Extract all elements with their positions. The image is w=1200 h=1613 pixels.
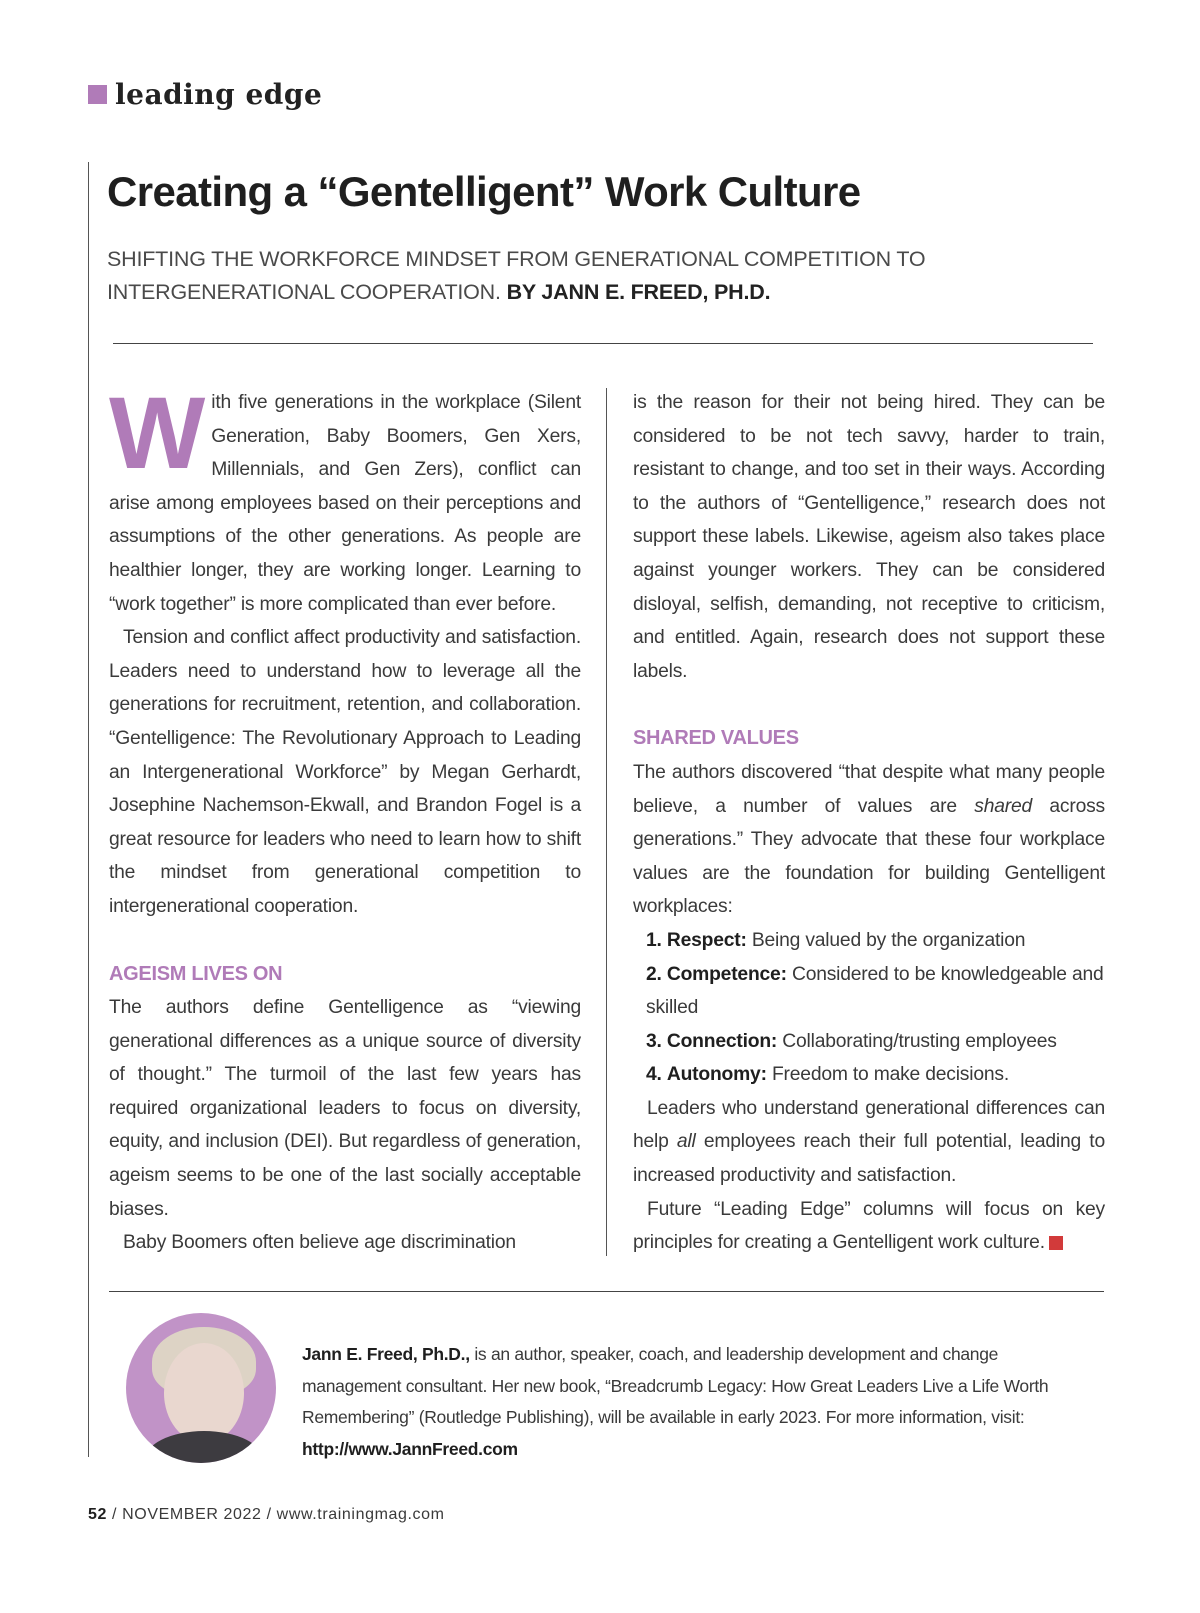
paragraph-1-text: ith five generations in the workplace (Silent Generation, Baby Boomers, Gen Xers, Millennials, and Gen Zers), conflict can arise among employees based on their perceptions and assumptions of the other generations. As people are healthier longer, they are working longer. Learning to “work together” is more complicated than ever before. (109, 392, 581, 615)
paragraph-7 (633, 1193, 1105, 1260)
paragraph-4-start: Baby Boomers often believe age discrimination (123, 1232, 516, 1254)
end-mark-icon (1049, 1236, 1063, 1250)
page-number: 52 (88, 1506, 107, 1523)
paragraph-5-after: across generations.” They advocate that these four workplace values are the foundation for building Gentelligent workplaces: (633, 795, 1105, 918)
article-title: Creating a “Gentelligent” Work Culture (107, 168, 861, 215)
values-list (633, 924, 1105, 1092)
subhead-ageism: AGEISM LIVES ON (109, 962, 283, 985)
paragraph-5-before: The authors discovered “that despite what many people believe, a number of values are (633, 761, 1105, 817)
author-photo (126, 1313, 276, 1463)
paragraph-2: Tension and conflict affect productivity and satisfaction. Leaders need to understand how to leverage all the generations for recruitment, retention, and collaboration. “Gentelligence: The Revolutionary Approach to Leading an Intergenerational Workforce” by Megan Gerhardt, Josephine Nachemson-Ekwall, and Brandon Fogel is a great resource for leaders who need to learn how to shift the mindset from generational competition to intergenerational cooperation. (109, 627, 581, 917)
issue-info: / NOVEMBER 2022 / www.trainingmag.com (112, 1506, 445, 1523)
value-number: 3. (646, 1030, 662, 1052)
value-number: 1. (646, 929, 662, 951)
paragraph-5-emphasis: shared (974, 795, 1033, 817)
author-face (164, 1343, 244, 1443)
paragraph-3: The authors define Gentelligence as “viewing generational differences as a unique source of diversity of thought.” The turmoil of the last few years has required organizational leaders to focus on diversity, equity, and inclusion (DEI). But regardless of generation, ageism seems to be one of the last socially acceptable biases. (109, 997, 581, 1220)
paragraph-6 (633, 1092, 1105, 1193)
subhead-shared-values: SHARED VALUES (633, 727, 799, 750)
section-tag (88, 78, 322, 111)
author-bio (302, 1339, 1092, 1465)
bio-name: Jann E. Freed, Ph.D., (302, 1344, 470, 1364)
author-shoulders (144, 1431, 264, 1463)
value-description: Collaborating/trusting employees (782, 1030, 1057, 1052)
bio-link[interactable]: http://www.JannFreed.com (302, 1438, 518, 1459)
values-list-item (646, 1058, 1105, 1092)
paragraph-6-before: Leaders who understand generational differences can help (633, 1097, 1105, 1153)
value-description: Freedom to make decisions. (771, 1064, 1009, 1086)
bio-text: is an author, speaker, coach, and leadership development and change management consultant. Her new book, “Breadcrumb Legacy: How Great Leaders Live a Life Worth Remembering” (Routledge Publishing), will be available in early 2023. For more information, visit: (302, 1344, 1049, 1427)
column-divider (606, 388, 607, 1256)
paragraph-1 (109, 376, 581, 621)
value-term: Connection: (666, 1030, 778, 1052)
left-rule (88, 162, 89, 1457)
value-term: Respect: (666, 929, 747, 951)
value-term: Competence: (666, 963, 787, 985)
values-list-item (646, 1025, 1105, 1059)
dek-text: SHIFTING THE WORKFORCE MINDSET FROM GENERATIONAL COMPETITION TO INTERGENERATIONAL COOPERATION. (107, 247, 926, 304)
section-square-icon (88, 85, 107, 104)
value-term: Autonomy: (666, 1064, 767, 1086)
section-label: leading edge (115, 78, 323, 111)
value-number: 4. (646, 1064, 662, 1086)
value-description: Considered to be knowledgeable and skilled (646, 963, 1104, 1019)
article-dek (107, 243, 1007, 309)
paragraph-5 (633, 756, 1105, 924)
top-divider (113, 343, 1093, 344)
bio-divider (109, 1291, 1104, 1292)
values-list-item (646, 924, 1105, 958)
page-footer (88, 1506, 445, 1524)
value-description: Being valued by the organization (751, 929, 1026, 951)
paragraph-6-emphasis: all (676, 1131, 696, 1153)
values-list-item (646, 958, 1105, 1025)
paragraph-6-after: employees reach their full potential, leading to increased productivity and satisfaction. (633, 1131, 1105, 1187)
value-number: 2. (646, 963, 662, 985)
byline: BY JANN E. FREED, PH.D. (506, 280, 771, 304)
column-left (109, 376, 581, 1260)
column-right (633, 386, 1105, 1260)
drop-cap: W (109, 376, 202, 490)
paragraph-7-text: Future “Leading Edge” columns will focus on key principles for creating a Gentelligent work culture. (633, 1198, 1105, 1254)
paragraph-4-continued: is the reason for their not being hired. They can be considered to be not tech savvy, harder to train, resistant to change, and too set in their ways. According to the authors of “Gentelligence,” research does not support these labels. Likewise, ageism also takes place against younger workers. They can be considered disloyal, selfish, demanding, not receptive to criticism, and entitled. Again, research does not support these labels. (633, 392, 1105, 682)
